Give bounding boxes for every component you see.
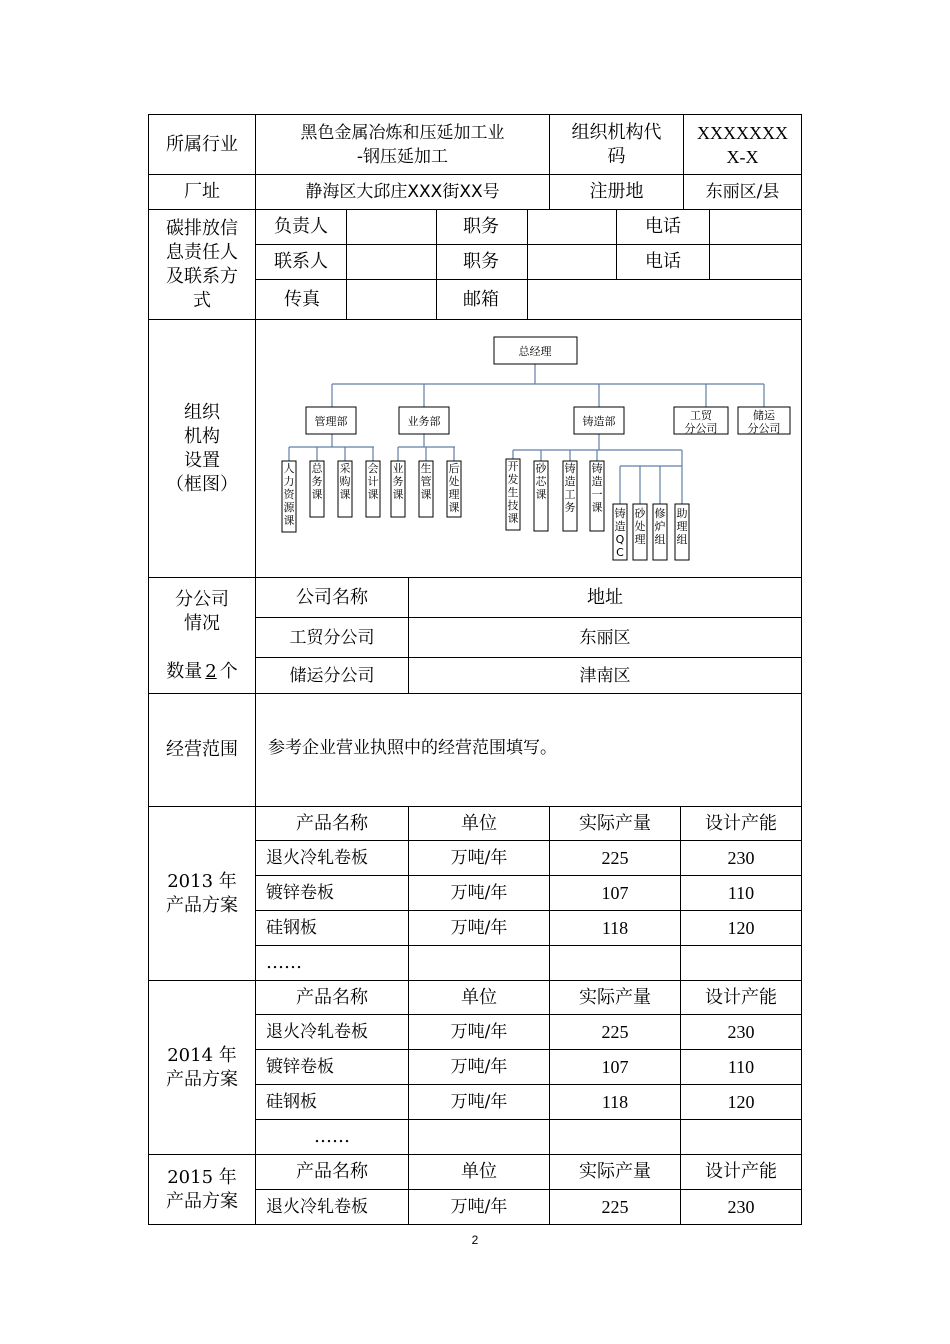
title-label-2: 职务 [463,251,499,272]
org-unit-label: 课 [535,488,547,501]
col-actual-2013: 实际产量 [579,812,651,834]
org-branch-label-1: 储运 [753,409,775,422]
product-actual: 225 [601,1022,629,1042]
col-design-2013: 设计产能 [705,812,777,834]
contact-section-label: 碳排放信 息责任人 及联系方 式 [166,217,238,311]
org-unit-label: 处 [448,475,460,488]
col-design-2015: 设计产能 [705,1161,777,1182]
phone-label-2: 电话 [645,251,681,272]
col-unit-2013: 单位 [461,812,497,834]
product-design: 110 [727,1057,755,1077]
org-unit-label: 工 [564,488,576,501]
scope-label: 经营范围 [166,739,238,760]
product-unit: 万吨/年 [450,1197,508,1217]
col-name-2015: 产品名称 [296,1161,368,1182]
org-unit-label: 课 [420,488,432,501]
org-unit-label: 课 [392,488,404,501]
org-unit-label: 发 [507,473,519,486]
branch-row-name-0: 工贸分公司 [289,627,375,648]
org-unit-label: 课 [367,488,379,501]
org-unit-label: 源 [283,501,295,514]
org-branch-label-0: 分公司 [684,422,718,435]
org-subunit-label: 造 [614,520,626,533]
year-2015-label: 2015 年 产品方案 [166,1166,238,1212]
branch-count: 2 [205,660,217,682]
product-unit: 万吨/年 [450,1057,508,1077]
col-actual-2014: 实际产量 [579,986,651,1008]
branch-label-line2: 情况 [184,612,220,634]
product-name: 硅钢板 [266,918,317,938]
product-name: 硅钢板 [266,1092,317,1112]
branch-row-name-1: 储运分公司 [289,665,375,686]
org-chart [256,320,801,578]
branch-count-prefix: 数量 [166,660,203,682]
org-unit-label: 课 [591,501,603,514]
org-unit-label: 课 [507,512,519,525]
product-name: 退火冷轧卷板 [266,1022,368,1042]
org-subunit-label: 砂 [634,507,646,520]
org-subunit-label: 炉 [654,520,666,533]
fax-label: 传真 [284,288,320,310]
col-name-2013: 产品名称 [296,812,368,834]
org-subunit-label: 理 [676,520,688,533]
org-code-value: XXXXXXX X-X [697,122,788,167]
product-name: 镀锌卷板 [266,1057,334,1077]
industry-label: 所属行业 [166,133,238,155]
org-dept-label-0: 管理部 [314,415,348,428]
org-unit-label: 造 [564,475,576,488]
reg-value: 东丽区/县 [705,182,780,202]
product-design: 120 [727,1092,755,1112]
product-actual: 107 [601,1057,629,1077]
year-2013-label: 2013 年 产品方案 [166,870,238,916]
org-section-label: 组织 机构 设置 （框图） [166,401,238,495]
ellipsis-2013: …… [266,952,302,973]
col-design-2014: 设计产能 [705,986,777,1008]
email-label: 邮箱 [463,288,499,310]
org-unit-label: 务 [564,501,576,514]
org-unit-label: 采 [339,462,351,475]
branch-section-label [149,578,255,693]
page-number: 2 [471,1233,479,1247]
product-actual: 107 [601,883,629,903]
org-subunit-label: 理 [634,533,646,546]
org-unit-label: 资 [283,488,295,501]
branch-label-line1: 分公司 [175,588,229,610]
product-unit: 万吨/年 [450,1022,508,1042]
org-unit-label: 购 [339,475,351,488]
org-unit-label: 生 [507,486,519,499]
product-actual: 118 [601,1092,629,1112]
org-subunit-label: C [616,546,624,559]
org-unit-label: 总 [311,462,323,475]
branch-count-line [166,636,237,684]
branch-count-suffix: 个 [219,660,238,682]
title-label-1: 职务 [463,216,499,237]
org-unit-label: 业 [392,462,404,475]
product-unit: 万吨/年 [450,1092,508,1112]
plant-value: 静海区大邱庄XXX街XX号 [305,182,500,202]
org-branch-label-1: 分公司 [747,422,781,435]
col-unit-2015: 单位 [461,1161,497,1182]
org-unit-label: 砂 [535,462,547,475]
product-design: 110 [727,883,755,903]
org-unit-label: 造 [591,475,603,488]
org-subunit-label: 组 [654,533,666,546]
org-unit-label: 铸 [564,462,576,475]
org-subunit-label: 组 [676,533,688,546]
org-subunit-label: 修 [654,507,666,520]
org-top-label: 总经理 [518,345,552,358]
product-actual: 225 [601,1197,629,1217]
org-subunit-label: 助 [676,507,688,520]
org-unit-label: 技 [507,499,519,512]
org-unit-label: 人 [283,462,295,475]
product-name: 退火冷轧卷板 [266,848,368,868]
org-unit-label: 课 [311,488,323,501]
product-actual: 118 [601,918,629,938]
product-design: 230 [727,848,755,868]
org-unit-label: 会 [367,462,379,475]
org-unit-label: 后 [448,462,460,475]
col-unit-2014: 单位 [461,986,497,1008]
org-unit-label: 课 [339,488,351,501]
org-unit-label: 务 [392,475,404,488]
plant-label: 厂址 [184,181,220,202]
col-name-2014: 产品名称 [296,986,368,1008]
org-unit-label: 铸 [591,462,603,475]
product-unit: 万吨/年 [450,918,508,938]
ellipsis-2014: …… [314,1126,350,1147]
product-design: 230 [727,1022,755,1042]
org-branch-label-0: 工贸 [690,409,712,422]
product-actual: 225 [601,848,629,868]
org-code-label: 组织机构代 码 [571,121,662,167]
org-unit-label: 管 [420,475,432,488]
product-design: 230 [727,1197,755,1217]
org-unit-label: 力 [283,475,295,488]
org-unit-label: 生 [420,462,432,475]
org-subunit-label: 处 [634,520,646,533]
year-2014-label: 2014 年 产品方案 [166,1044,238,1090]
product-unit: 万吨/年 [450,883,508,903]
org-dept-label-1: 业务部 [407,415,441,428]
org-dept-label-2: 铸造部 [582,415,616,428]
org-unit-label: 务 [311,475,323,488]
industry-value: 黑色金属冶炼和压延加工业 -钢压延加工 [300,122,505,167]
org-unit-label: 开 [507,460,519,473]
product-unit: 万吨/年 [450,848,508,868]
product-name: 镀锌卷板 [266,883,334,903]
scope-text: 参考企业营业执照中的经营范围填写。 [268,738,557,758]
org-unit-label: 理 [448,488,460,501]
org-unit-label: 计 [367,475,379,488]
org-subunit-label: 铸 [614,507,626,520]
org-unit-label: 课 [283,514,295,527]
product-name: 退火冷轧卷板 [266,1197,368,1217]
org-unit-label: 芯 [535,475,547,488]
org-unit-label: 课 [448,501,460,514]
col-actual-2015: 实际产量 [579,1161,651,1182]
branch-row-addr-0: 东丽区 [579,627,631,648]
product-design: 120 [727,918,755,938]
responsible-label: 负责人 [274,216,328,237]
branch-row-addr-1: 津南区 [579,665,631,686]
reg-label: 注册地 [589,181,644,202]
branch-col-addr: 地址 [587,586,623,608]
org-unit-label: 一 [591,488,603,501]
phone-label-1: 电话 [645,216,681,237]
org-subunit-label: Q [615,533,625,546]
branch-col-name: 公司名称 [296,586,368,608]
liaison-label: 联系人 [274,251,328,272]
